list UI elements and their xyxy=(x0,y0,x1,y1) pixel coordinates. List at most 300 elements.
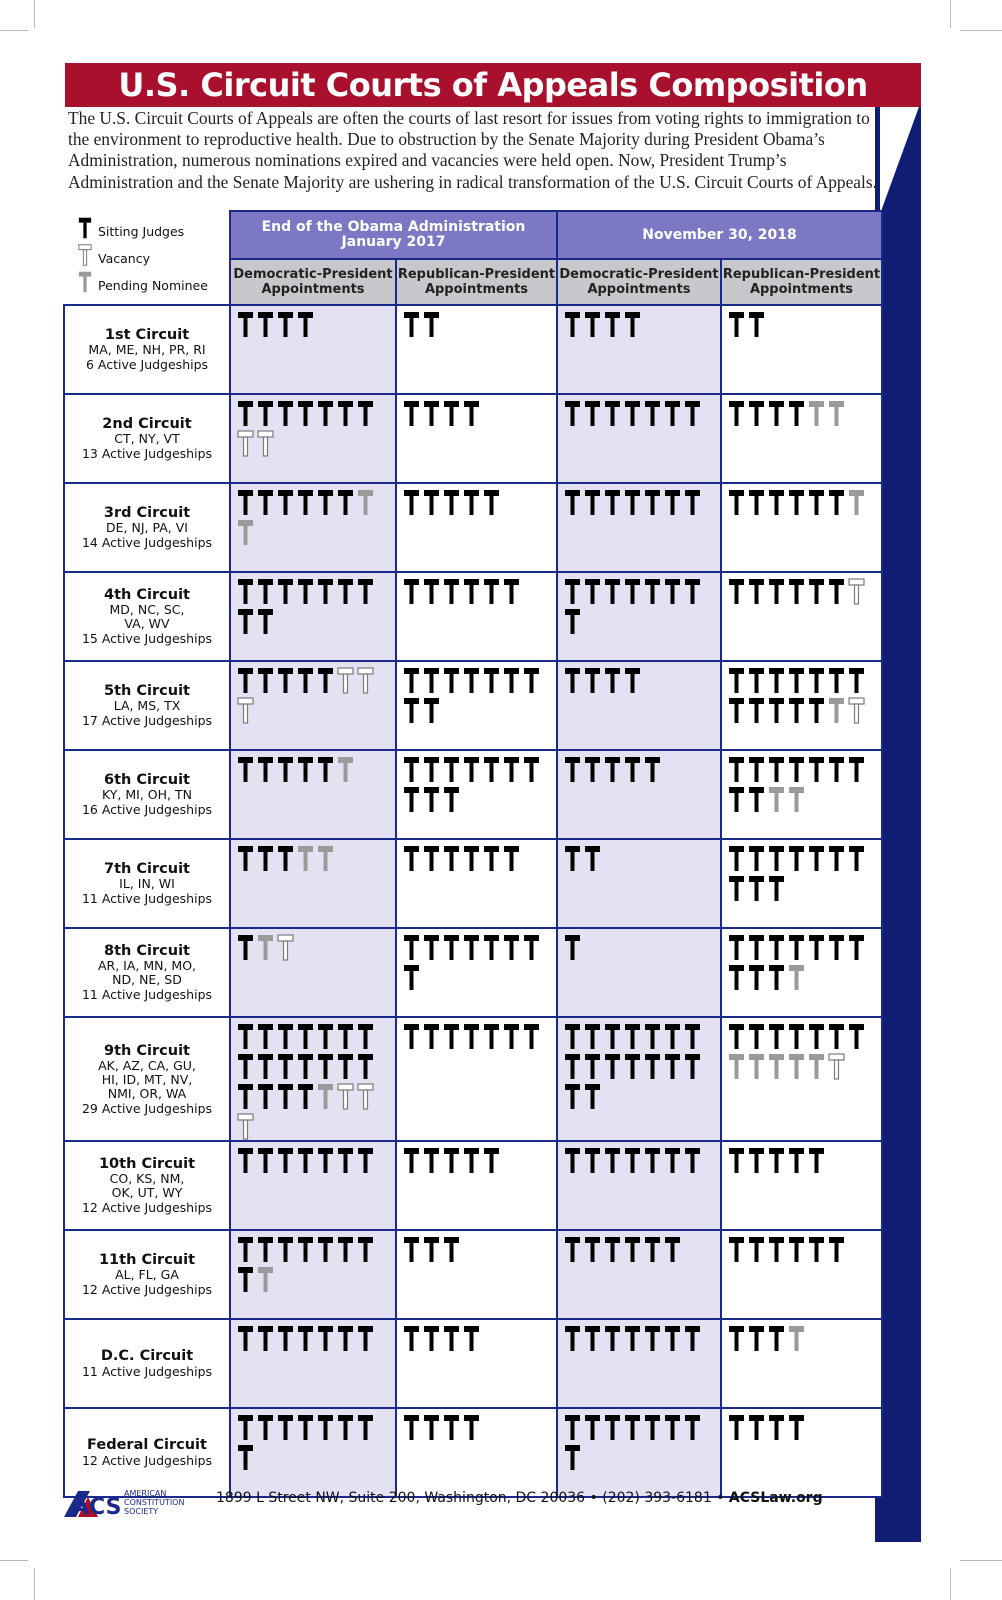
vacancy-icon xyxy=(337,1083,354,1110)
sitting-judge-icon xyxy=(624,311,641,338)
sitting-judge-icon xyxy=(564,1053,581,1080)
circuit-row xyxy=(64,305,882,394)
appointments-cell xyxy=(230,1017,396,1141)
sitting-judge-icon xyxy=(297,489,314,516)
sitting-judge-icon xyxy=(237,845,254,872)
sitting-judge-icon xyxy=(808,756,825,783)
sitting-judge-icon xyxy=(584,1147,601,1174)
circuit-row xyxy=(64,750,882,839)
crop-mark xyxy=(950,0,951,28)
sitting-judge-icon xyxy=(483,934,500,961)
appointments-cell xyxy=(721,839,882,928)
sitting-judge-icon xyxy=(584,1236,601,1263)
appointments-cell xyxy=(721,394,882,483)
sitting-judge-icon xyxy=(443,1023,460,1050)
sitting-judge-icon xyxy=(748,875,765,902)
sitting-judge-icon xyxy=(483,578,500,605)
circuit-name: 8th Circuit xyxy=(104,943,190,959)
appointments-cell xyxy=(230,839,396,928)
sitting-judge-icon xyxy=(423,311,440,338)
footer-website-link[interactable]: ACSLaw.org xyxy=(728,1490,823,1506)
appointments-cell xyxy=(230,305,396,394)
circuit-row xyxy=(64,1017,882,1141)
sitting-judge-icon xyxy=(604,1236,621,1263)
sitting-judge-icon xyxy=(423,400,440,427)
sitting-judge-icon xyxy=(443,667,460,694)
sitting-judge-icon xyxy=(564,756,581,783)
sitting-judge-icon xyxy=(423,786,440,813)
active-judgeships: 29 Active Judgeships xyxy=(81,1100,213,1116)
active-judgeships: 12 Active Judgeships xyxy=(81,1282,213,1297)
sitting-judge-icon xyxy=(624,1053,641,1080)
appointments-cell xyxy=(396,928,557,1017)
sitting-judge-icon xyxy=(808,845,825,872)
sitting-judge-icon xyxy=(808,1147,825,1174)
circuit-label xyxy=(64,661,230,750)
sitting-judge-icon xyxy=(443,489,460,516)
sitting-judge-icon xyxy=(277,400,294,427)
legend-label: Vacancy xyxy=(98,251,150,266)
circuit-row xyxy=(64,572,882,661)
sitting-judge-icon xyxy=(297,578,314,605)
vacancy-icon xyxy=(357,1083,374,1110)
appointments-cell xyxy=(396,839,557,928)
sitting-judge-icon xyxy=(848,845,865,872)
vacancy-icon xyxy=(357,667,374,694)
pending-nominee-icon xyxy=(237,519,254,546)
sitting-judge-icon xyxy=(664,400,681,427)
sitting-judge-icon xyxy=(664,1325,681,1352)
crop-mark xyxy=(34,1568,35,1600)
sitting-judge-icon xyxy=(257,1414,274,1441)
sitting-judge-icon xyxy=(828,1236,845,1263)
active-judgeships: 6 Active Judgeships xyxy=(85,357,209,372)
sitting-judge-icon xyxy=(584,756,601,783)
logo-line-3: SOCIETY xyxy=(124,1507,159,1516)
sitting-judge-icon xyxy=(337,1325,354,1352)
sitting-judge-icon xyxy=(257,1325,274,1352)
sitting-judge-icon xyxy=(728,697,745,724)
composition-table xyxy=(63,210,883,1498)
sitting-judge-icon xyxy=(443,934,460,961)
sitting-judge-icon xyxy=(788,400,805,427)
sitting-judge-icon xyxy=(644,1147,661,1174)
sitting-judge-icon xyxy=(624,1236,641,1263)
circuit-states: ND, NE, SD xyxy=(112,972,182,987)
sitting-judge-icon xyxy=(257,311,274,338)
footer-address: 1899 L Street NW, Suite 200, Washington, DC 20036 • (202) 393-6181 • xyxy=(216,1490,729,1506)
sitting-judge-icon xyxy=(788,578,805,605)
sitting-judge-icon xyxy=(357,1023,374,1050)
vacancy-icon xyxy=(828,1053,845,1080)
sitting-judge-icon xyxy=(644,578,661,605)
pending-nominee-icon xyxy=(788,786,805,813)
sitting-judge-icon xyxy=(644,1236,661,1263)
sitting-judge-icon xyxy=(463,1325,480,1352)
sitting-judge-icon xyxy=(768,934,785,961)
pending-nominee-icon xyxy=(748,1053,765,1080)
sitting-judge-icon xyxy=(237,1023,254,1050)
sitting-judge-icon xyxy=(604,578,621,605)
sitting-judge-icon xyxy=(604,756,621,783)
legend-label: Pending Nominee xyxy=(98,278,208,293)
appointments-cell xyxy=(557,1408,721,1497)
sitting-judge-icon xyxy=(423,1023,440,1050)
circuit-states: CO, KS, NM, xyxy=(109,1171,185,1186)
sitting-judge-icon xyxy=(604,400,621,427)
circuit-states: IL, IN, WI xyxy=(119,876,175,891)
sitting-judge-icon xyxy=(403,311,420,338)
sitting-judge-icon xyxy=(828,845,845,872)
sitting-judge-icon xyxy=(237,311,254,338)
sitting-judge-icon xyxy=(748,667,765,694)
sitting-judge-icon xyxy=(644,756,661,783)
appointments-cell xyxy=(396,661,557,750)
sitting-judge-icon xyxy=(748,1236,765,1263)
appointments-cell xyxy=(396,1408,557,1497)
sitting-judge-icon xyxy=(564,1147,581,1174)
circuit-name: 1st Circuit xyxy=(104,327,190,343)
vacancy-icon xyxy=(257,430,274,457)
sitting-judge-icon xyxy=(443,1147,460,1174)
sitting-judge-icon xyxy=(624,489,641,516)
sitting-judge-icon xyxy=(828,578,845,605)
sitting-judge-icon xyxy=(277,845,294,872)
sitting-judge-icon xyxy=(808,697,825,724)
active-judgeships: 11 Active Judgeships xyxy=(81,1364,213,1379)
sitting-judge-icon xyxy=(423,697,440,724)
sitting-judge-icon xyxy=(728,1023,745,1050)
sitting-judge-icon xyxy=(463,578,480,605)
active-judgeships: 11 Active Judgeships xyxy=(81,987,213,1002)
sitting-judge-icon xyxy=(443,1414,460,1441)
circuit-label xyxy=(64,1230,230,1319)
period-title: November 30, 2018 xyxy=(642,226,797,243)
sitting-judge-icon xyxy=(463,667,480,694)
sitting-judge-icon xyxy=(317,400,334,427)
circuit-name: 3rd Circuit xyxy=(103,505,191,521)
sitting-judge-icon xyxy=(728,964,745,991)
appointments-cell xyxy=(721,661,882,750)
vacancy-icon xyxy=(237,697,254,724)
pending-nominee-icon xyxy=(768,1053,785,1080)
sitting-judge-icon xyxy=(604,1023,621,1050)
sitting-judge-icon xyxy=(564,1023,581,1050)
sitting-judge-icon xyxy=(257,489,274,516)
sitting-judge-icon xyxy=(728,1147,745,1174)
logo-line-2: CONSTITUTION xyxy=(124,1498,185,1507)
appointments-cell xyxy=(721,572,882,661)
sitting-judge-icon xyxy=(624,1023,641,1050)
sitting-judge-icon xyxy=(503,667,520,694)
appointments-cell xyxy=(396,1017,557,1141)
sitting-judge-icon xyxy=(584,311,601,338)
sitting-judge-icon xyxy=(297,1236,314,1263)
sitting-judge-icon xyxy=(237,1083,254,1110)
circuit-name: Federal Circuit xyxy=(87,1437,207,1453)
sitting-judge-icon xyxy=(483,756,500,783)
sitting-judge-icon xyxy=(403,1414,420,1441)
sitting-judge-icon xyxy=(808,1023,825,1050)
vacancy-icon xyxy=(337,667,354,694)
sitting-judge-icon xyxy=(237,489,254,516)
active-judgeships: 15 Active Judgeships xyxy=(81,631,213,646)
circuit-states: HI, ID, MT, NV, xyxy=(101,1071,193,1087)
sitting-judge-icon xyxy=(624,1325,641,1352)
sitting-judge-icon xyxy=(237,1147,254,1174)
sitting-judge-icon xyxy=(423,756,440,783)
sitting-judge-icon xyxy=(848,756,865,783)
circuit-label xyxy=(64,305,230,394)
sitting-judge-icon xyxy=(297,1147,314,1174)
appointments-cell xyxy=(396,1141,557,1230)
sitting-judge-icon xyxy=(317,1325,334,1352)
pending-nominee-icon xyxy=(357,489,374,516)
sitting-judge-icon xyxy=(644,400,661,427)
sitting-judge-icon xyxy=(684,1023,701,1050)
appointments-cell xyxy=(557,928,721,1017)
sitting-judge-icon xyxy=(768,845,785,872)
sitting-judge-icon xyxy=(584,1414,601,1441)
sitting-judge-icon xyxy=(237,1266,254,1293)
sitting-judge-icon xyxy=(357,1147,374,1174)
sitting-judge-icon xyxy=(357,578,374,605)
sitting-judge-icon xyxy=(297,400,314,427)
circuit-name: 9th Circuit xyxy=(104,1042,190,1059)
circuit-states: DE, NJ, PA, VI xyxy=(106,520,188,535)
sitting-judge-icon xyxy=(403,400,420,427)
sitting-judge-icon xyxy=(403,667,420,694)
sitting-judge-icon xyxy=(277,1053,294,1080)
sitting-judge-icon xyxy=(483,667,500,694)
sitting-judge-icon xyxy=(237,756,254,783)
sitting-judge-icon xyxy=(317,667,334,694)
sitting-judge-icon xyxy=(788,489,805,516)
appointments-cell xyxy=(230,572,396,661)
sitting-judge-icon xyxy=(423,1325,440,1352)
sitting-judge-icon xyxy=(564,1236,581,1263)
circuit-row xyxy=(64,394,882,483)
sitting-judge-icon xyxy=(403,697,420,724)
sitting-judge-icon xyxy=(403,786,420,813)
appointments-cell xyxy=(230,1141,396,1230)
circuit-row xyxy=(64,1230,882,1319)
appointments-cell xyxy=(721,1017,882,1141)
circuit-name: 5th Circuit xyxy=(104,683,190,699)
sitting-judge-icon xyxy=(257,400,274,427)
sitting-judge-icon xyxy=(423,1147,440,1174)
sitting-judge-icon xyxy=(257,608,274,635)
circuit-name: 11th Circuit xyxy=(98,1252,196,1268)
circuit-states: OK, UT, WY xyxy=(111,1185,183,1200)
period-subtitle: January 2017 xyxy=(341,234,446,250)
circuit-name: 2nd Circuit xyxy=(102,416,192,432)
sitting-judge-icon xyxy=(644,1414,661,1441)
sitting-judge-icon xyxy=(503,934,520,961)
sitting-judge-icon xyxy=(624,1414,641,1441)
sitting-judge-icon xyxy=(564,1083,581,1110)
page-title: U.S. Circuit Courts of Appeals Composition xyxy=(65,63,921,107)
sitting-judge-icon xyxy=(768,1414,785,1441)
sitting-judge-icon xyxy=(624,400,641,427)
sitting-judge-icon xyxy=(584,1053,601,1080)
appointments-cell xyxy=(557,661,721,750)
active-judgeships: 11 Active Judgeships xyxy=(81,891,213,906)
sitting-judge-icon xyxy=(728,1236,745,1263)
circuit-label xyxy=(64,572,230,661)
circuit-states: VA, WV xyxy=(124,616,170,631)
sitting-judge-icon xyxy=(768,1325,785,1352)
sitting-judge-icon xyxy=(748,1325,765,1352)
active-judgeships: 12 Active Judgeships xyxy=(81,1453,213,1468)
sitting-judge-icon xyxy=(463,489,480,516)
sitting-judge-icon xyxy=(423,1414,440,1441)
appointments-cell xyxy=(230,394,396,483)
appointments-cell xyxy=(230,483,396,572)
appointments-cell xyxy=(557,1017,721,1141)
sitting-judge-icon xyxy=(624,756,641,783)
sitting-judge-icon xyxy=(257,578,274,605)
sitting-judge-icon xyxy=(848,934,865,961)
active-judgeships: 13 Active Judgeships xyxy=(81,446,213,461)
sitting-judge-icon xyxy=(684,489,701,516)
sitting-judge-icon xyxy=(564,311,581,338)
sitting-judge-icon xyxy=(604,1325,621,1352)
sitting-judge-icon xyxy=(728,578,745,605)
vacancy-icon xyxy=(237,1113,254,1140)
sitting-judge-icon xyxy=(463,1414,480,1441)
sitting-judge-icon xyxy=(277,489,294,516)
appointments-cell xyxy=(721,928,882,1017)
sitting-judge-icon xyxy=(297,1414,314,1441)
vacancy-icon xyxy=(848,697,865,724)
sitting-judge-icon xyxy=(317,1147,334,1174)
sitting-judge-icon xyxy=(748,786,765,813)
crop-mark xyxy=(0,1560,28,1561)
sitting-judge-icon xyxy=(403,1325,420,1352)
sitting-judge-icon xyxy=(644,489,661,516)
pending-nominee-icon xyxy=(337,756,354,783)
sitting-judge-icon xyxy=(808,667,825,694)
sitting-judge-icon xyxy=(503,756,520,783)
sitting-judge-icon xyxy=(317,1414,334,1441)
circuit-row xyxy=(64,839,882,928)
sitting-judge-icon xyxy=(564,845,581,872)
crop-mark xyxy=(0,30,28,31)
appointments-cell xyxy=(230,1408,396,1497)
sitting-judge-icon xyxy=(503,1023,520,1050)
sitting-judge-icon xyxy=(748,1414,765,1441)
circuit-states: AL, FL, GA xyxy=(115,1267,179,1282)
sitting-judge-icon xyxy=(584,489,601,516)
sitting-judge-icon xyxy=(443,400,460,427)
sitting-judge-icon xyxy=(423,489,440,516)
appointments-cell xyxy=(230,750,396,839)
appointments-cell xyxy=(721,305,882,394)
sitting-judge-icon xyxy=(237,1325,254,1352)
sitting-judge-icon xyxy=(748,489,765,516)
sitting-judge-icon xyxy=(423,934,440,961)
sitting-judge-icon xyxy=(357,1053,374,1080)
sitting-judge-icon xyxy=(624,667,641,694)
sitting-judge-icon xyxy=(237,400,254,427)
appointments-cell xyxy=(721,483,882,572)
sitting-judge-icon xyxy=(403,1236,420,1263)
sitting-judge-icon xyxy=(503,845,520,872)
crop-mark xyxy=(34,0,35,28)
appointments-cell xyxy=(557,1141,721,1230)
appointments-cell xyxy=(721,1408,882,1497)
sitting-judge-icon xyxy=(277,1414,294,1441)
sitting-judge-icon xyxy=(463,1147,480,1174)
sitting-judge-icon xyxy=(403,1023,420,1050)
sitting-judge-icon xyxy=(317,1236,334,1263)
sitting-judge-icon xyxy=(848,1023,865,1050)
appointments-cell xyxy=(557,394,721,483)
sitting-judge-icon xyxy=(257,756,274,783)
sitting-judge-icon xyxy=(564,1444,581,1471)
sitting-judge-icon xyxy=(828,489,845,516)
sitting-judge-icon xyxy=(728,667,745,694)
active-judgeships: 16 Active Judgeships xyxy=(81,802,213,817)
sitting-judge-icon xyxy=(748,845,765,872)
appointments-cell xyxy=(396,394,557,483)
sitting-judge-icon xyxy=(684,400,701,427)
sitting-judge-icon xyxy=(443,845,460,872)
sitting-judge-icon xyxy=(297,667,314,694)
sitting-judge-icon xyxy=(604,1053,621,1080)
pending-nominee-icon xyxy=(788,1325,805,1352)
circuit-states: NMI, OR, WA xyxy=(107,1085,187,1101)
sitting-judge-icon xyxy=(768,1236,785,1263)
sitting-judge-icon xyxy=(277,1083,294,1110)
sitting-judge-icon xyxy=(748,1147,765,1174)
pending-nominee-icon xyxy=(728,1053,745,1080)
appointments-cell xyxy=(721,750,882,839)
appointments-cell xyxy=(396,1319,557,1408)
sitting-judge-icon xyxy=(483,489,500,516)
sitting-judge-icon xyxy=(684,1325,701,1352)
column-header-line: Appointments xyxy=(749,282,854,297)
sitting-judge-icon xyxy=(644,1053,661,1080)
sitting-judge-icon xyxy=(237,1444,254,1471)
sitting-judge-icon xyxy=(237,667,254,694)
sitting-judge-icon xyxy=(664,1414,681,1441)
sitting-judge-icon xyxy=(277,756,294,783)
sitting-judge-icon xyxy=(684,1147,701,1174)
sitting-judge-icon xyxy=(257,1236,274,1263)
sitting-judge-icon xyxy=(257,1053,274,1080)
sitting-judge-icon xyxy=(423,667,440,694)
circuit-name: 10th Circuit xyxy=(98,1156,196,1172)
sitting-judge-icon xyxy=(644,1325,661,1352)
appointments-cell xyxy=(396,750,557,839)
sitting-judge-icon xyxy=(768,400,785,427)
appointments-cell xyxy=(396,305,557,394)
sitting-judge-icon xyxy=(768,1023,785,1050)
appointments-cell xyxy=(396,483,557,572)
sitting-judge-icon xyxy=(403,756,420,783)
sitting-judge-icon xyxy=(443,786,460,813)
appointment-column-header xyxy=(721,259,882,305)
sitting-judge-icon xyxy=(584,667,601,694)
sitting-judge-icon xyxy=(564,489,581,516)
sitting-judge-icon xyxy=(403,489,420,516)
sitting-judge-icon xyxy=(828,667,845,694)
sitting-judge-icon xyxy=(463,1023,480,1050)
sitting-judge-icon xyxy=(463,845,480,872)
sitting-judge-icon xyxy=(297,311,314,338)
